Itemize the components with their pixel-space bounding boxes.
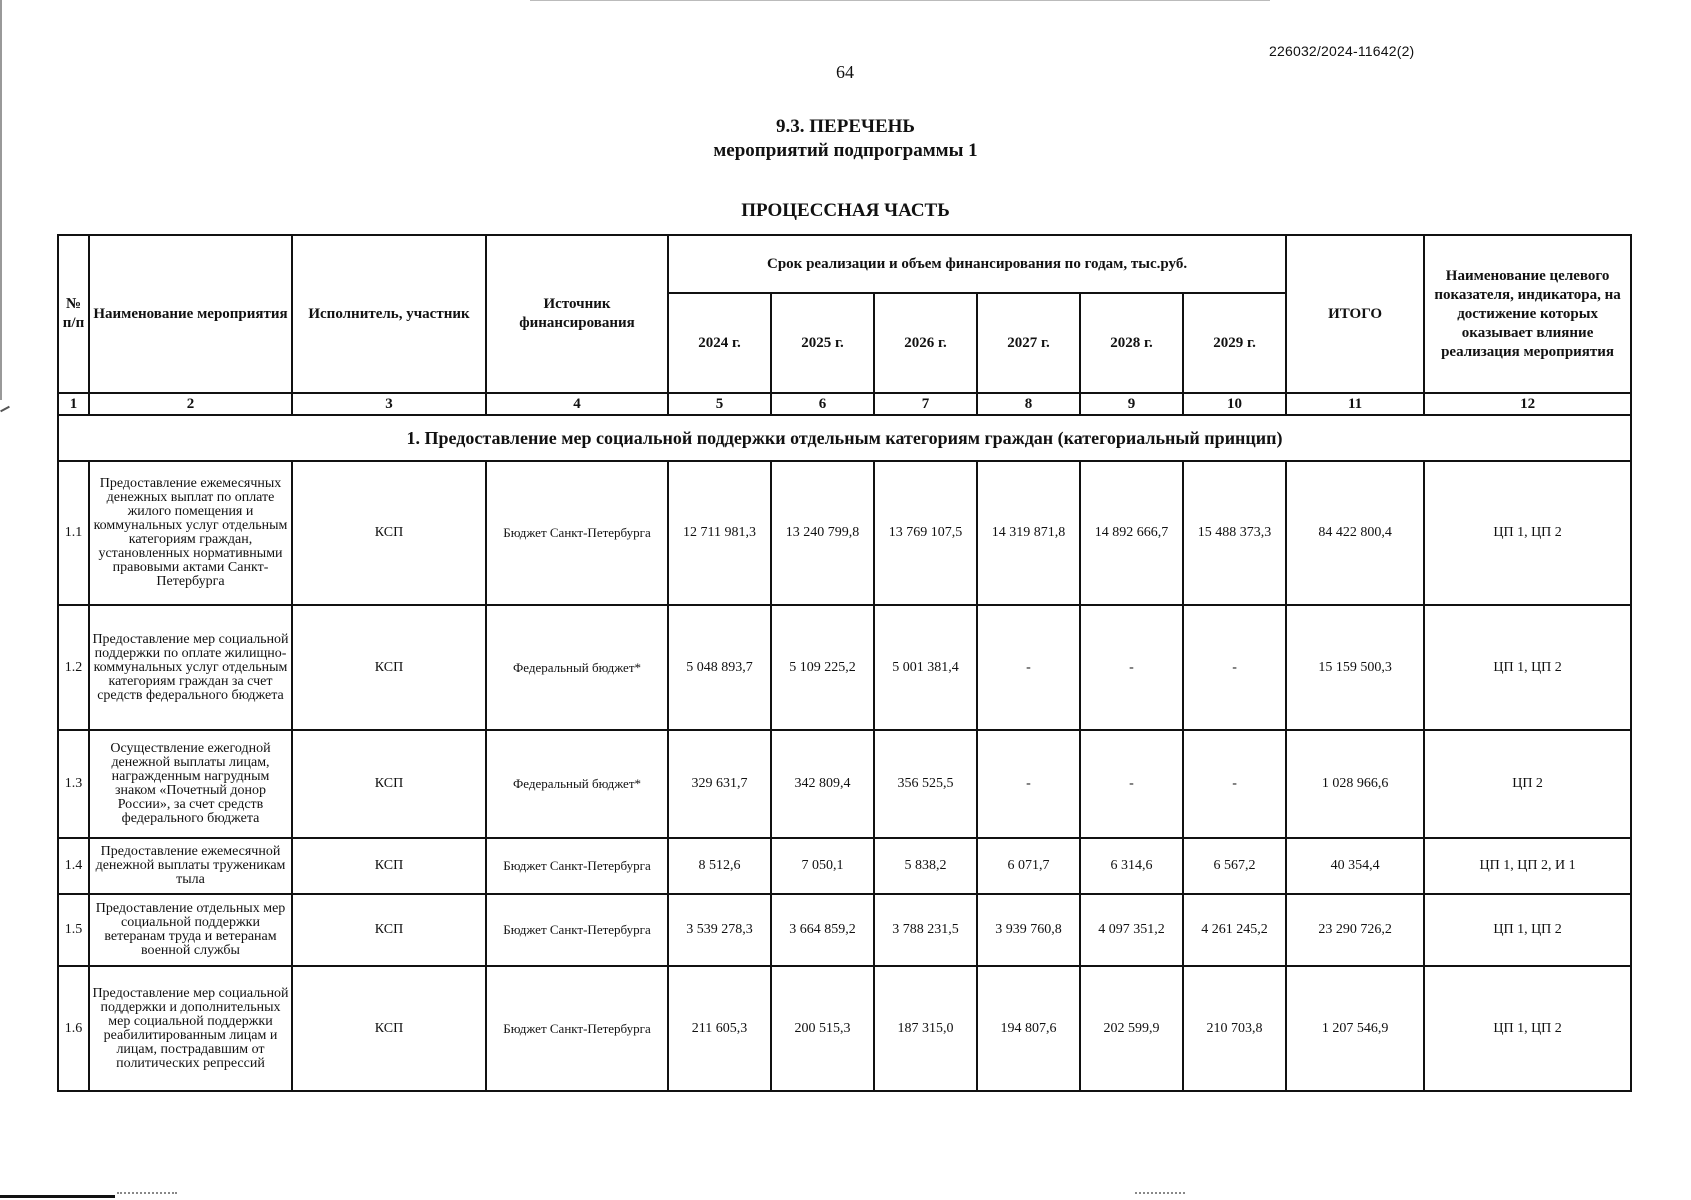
total-amount: 84 422 800,4 xyxy=(1286,461,1424,605)
funding-source: Федеральный бюджет* xyxy=(486,605,668,730)
amount-2027: 194 807,6 xyxy=(977,966,1080,1091)
total-amount: 1 028 966,6 xyxy=(1286,730,1424,838)
amount-2028: 14 892 666,7 xyxy=(1080,461,1183,605)
amount-2025: 13 240 799,8 xyxy=(771,461,874,605)
column-number: 7 xyxy=(874,393,977,415)
column-number: 8 xyxy=(977,393,1080,415)
header-year: 2027 г. xyxy=(977,293,1080,393)
measure-name: Предоставление ежемесячных денежных выплат по оплате жилого помещения и коммунальных услуг отдельным категориям граждан, установленных нормативными правовыми актами Санкт-Петербурга xyxy=(89,461,292,605)
measure-name: Предоставление ежемесячной денежной выплаты труженикам тыла xyxy=(89,838,292,894)
document-subtitle: мероприятий подпрограммы 1 xyxy=(713,140,978,161)
column-number: 6 xyxy=(771,393,874,415)
row-number: 1.2 xyxy=(58,605,89,730)
header-period-group: Срок реализации и объем финансирования по годам, тыс.руб. xyxy=(668,235,1286,293)
amount-2026: 13 769 107,5 xyxy=(874,461,977,605)
amount-2026: 356 525,5 xyxy=(874,730,977,838)
funding-source: Бюджет Санкт-Петербурга xyxy=(486,461,668,605)
amount-2024: 12 711 981,3 xyxy=(668,461,771,605)
amount-2028: 202 599,9 xyxy=(1080,966,1183,1091)
page-number: 64 xyxy=(836,62,854,82)
amount-2025: 200 515,3 xyxy=(771,966,874,1091)
header-source: Источник финансирования xyxy=(486,235,668,393)
header-year: 2024 г. xyxy=(668,293,771,393)
amount-2028: - xyxy=(1080,730,1183,838)
table-row xyxy=(58,894,1631,966)
header-year: 2025 г. xyxy=(771,293,874,393)
table-row xyxy=(58,966,1631,1091)
table-row xyxy=(58,838,1631,894)
executor: КСП xyxy=(292,894,486,966)
amount-2025: 7 050,1 xyxy=(771,838,874,894)
measure-name: Осуществление ежегодной денежной выплаты лицам, награжденным нагрудным знаком «Почетный донор России», за счет средств федерального бюджета xyxy=(89,730,292,838)
amount-2029: 15 488 373,3 xyxy=(1183,461,1286,605)
header-name: Наименование мероприятия xyxy=(89,235,292,393)
executor: КСП xyxy=(292,838,486,894)
column-number: 11 xyxy=(1286,393,1424,415)
amount-2027: - xyxy=(977,730,1080,838)
funding-source: Бюджет Санкт-Петербурга xyxy=(486,894,668,966)
amount-2024: 5 048 893,7 xyxy=(668,605,771,730)
amount-2029: 210 703,8 xyxy=(1183,966,1286,1091)
header-total: ИТОГО xyxy=(1286,235,1424,393)
amount-2028: 6 314,6 xyxy=(1080,838,1183,894)
header-year: 2028 г. xyxy=(1080,293,1183,393)
cropped-footer-mark xyxy=(1135,1192,1185,1198)
funding-source: Бюджет Санкт-Петербурга xyxy=(486,966,668,1091)
header-year: 2026 г. xyxy=(874,293,977,393)
target-indicator: ЦП 2 xyxy=(1424,730,1631,838)
measure-name: Предоставление мер социальной поддержки по оплате жилищно-коммунальных услуг отдельным категориям граждан за счет средств федерального бюджета xyxy=(89,605,292,730)
amount-2025: 5 109 225,2 xyxy=(771,605,874,730)
column-number: 3 xyxy=(292,393,486,415)
measure-name: Предоставление отдельных мер социальной поддержки ветеранам труда и ветеранам военной службы xyxy=(89,894,292,966)
amount-2024: 3 539 278,3 xyxy=(668,894,771,966)
column-number: 9 xyxy=(1080,393,1183,415)
funding-source: Федеральный бюджет* xyxy=(486,730,668,838)
target-indicator: ЦП 1, ЦП 2 xyxy=(1424,894,1631,966)
amount-2026: 3 788 231,5 xyxy=(874,894,977,966)
header-year: 2029 г. xyxy=(1183,293,1286,393)
measure-name: Предоставление мер социальной поддержки и дополнительных мер социальной поддержки реабилитированным лицам и лицам, пострадавшим от политических репрессий xyxy=(89,966,292,1091)
total-amount: 40 354,4 xyxy=(1286,838,1424,894)
amount-2029: 4 261 245,2 xyxy=(1183,894,1286,966)
amount-2027: 6 071,7 xyxy=(977,838,1080,894)
table-row xyxy=(58,461,1631,605)
scan-edge-mark xyxy=(0,406,10,412)
header-executor: Исполнитель, участник xyxy=(292,235,486,393)
executor: КСП xyxy=(292,730,486,838)
executor: КСП xyxy=(292,605,486,730)
column-number: 2 xyxy=(89,393,292,415)
cropped-footnote-mark xyxy=(117,1192,177,1198)
amount-2025: 342 809,4 xyxy=(771,730,874,838)
amount-2024: 211 605,3 xyxy=(668,966,771,1091)
total-amount: 1 207 546,9 xyxy=(1286,966,1424,1091)
row-number: 1.3 xyxy=(58,730,89,838)
amount-2029: - xyxy=(1183,605,1286,730)
amount-2024: 329 631,7 xyxy=(668,730,771,838)
column-number-row xyxy=(58,393,1631,415)
amount-2025: 3 664 859,2 xyxy=(771,894,874,966)
row-number: 1.6 xyxy=(58,966,89,1091)
document-number: 226032/2024-11642(2) xyxy=(1269,43,1415,59)
row-number: 1.5 xyxy=(58,894,89,966)
header-indicator: Наименование целевого показателя, индикатора, на достижение которых оказывает влияние реализация мероприятия xyxy=(1424,235,1631,393)
executor: КСП xyxy=(292,461,486,605)
total-amount: 23 290 726,2 xyxy=(1286,894,1424,966)
total-amount: 15 159 500,3 xyxy=(1286,605,1424,730)
amount-2026: 187 315,0 xyxy=(874,966,977,1091)
document-title: 9.3. ПЕРЕЧЕНЬ xyxy=(776,116,915,137)
target-indicator: ЦП 1, ЦП 2, И 1 xyxy=(1424,838,1631,894)
header-num: № п/п xyxy=(58,235,89,393)
funding-source: Бюджет Санкт-Петербурга xyxy=(486,838,668,894)
measures-table xyxy=(57,234,1632,1092)
amount-2027: 3 939 760,8 xyxy=(977,894,1080,966)
amount-2026: 5 001 381,4 xyxy=(874,605,977,730)
amount-2026: 5 838,2 xyxy=(874,838,977,894)
column-number: 10 xyxy=(1183,393,1286,415)
footnote-separator xyxy=(0,1195,115,1198)
section-title: ПРОЦЕССНАЯ ЧАСТЬ xyxy=(741,200,950,221)
column-number: 4 xyxy=(486,393,668,415)
row-number: 1.4 xyxy=(58,838,89,894)
amount-2028: - xyxy=(1080,605,1183,730)
section-heading: 1. Предоставление мер социальной поддержки отдельным категориям граждан (категориальный принцип) xyxy=(58,415,1631,461)
executor: КСП xyxy=(292,966,486,1091)
amount-2029: - xyxy=(1183,730,1286,838)
amount-2024: 8 512,6 xyxy=(668,838,771,894)
target-indicator: ЦП 1, ЦП 2 xyxy=(1424,966,1631,1091)
amount-2027: - xyxy=(977,605,1080,730)
amount-2029: 6 567,2 xyxy=(1183,838,1286,894)
column-number: 1 xyxy=(58,393,89,415)
table-row xyxy=(58,730,1631,838)
table-row xyxy=(58,605,1631,730)
amount-2027: 14 319 871,8 xyxy=(977,461,1080,605)
amount-2028: 4 097 351,2 xyxy=(1080,894,1183,966)
column-number: 12 xyxy=(1424,393,1631,415)
row-number: 1.1 xyxy=(58,461,89,605)
scan-top-line xyxy=(530,0,1270,1)
target-indicator: ЦП 1, ЦП 2 xyxy=(1424,605,1631,730)
column-number: 5 xyxy=(668,393,771,415)
target-indicator: ЦП 1, ЦП 2 xyxy=(1424,461,1631,605)
